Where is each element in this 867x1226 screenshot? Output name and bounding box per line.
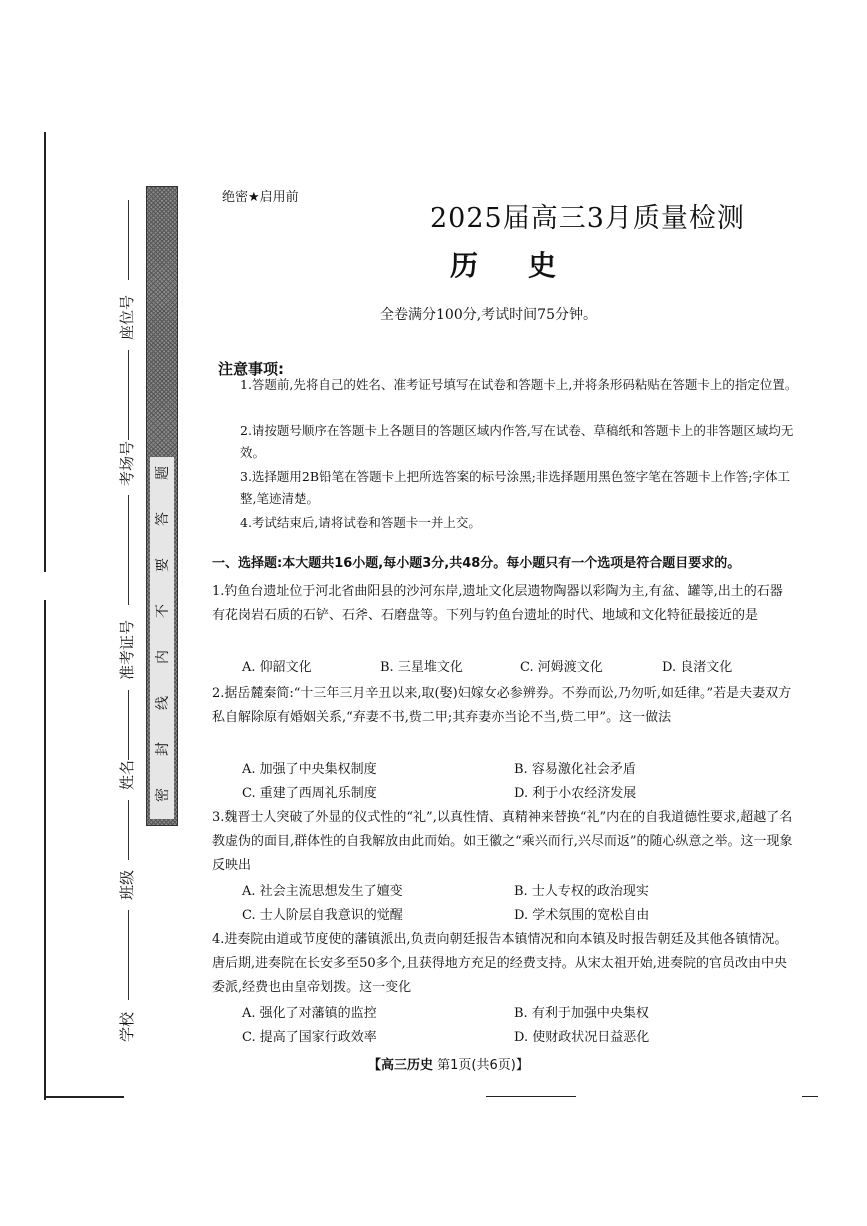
seal-char: 内 (155, 650, 171, 664)
option: A. 社会主流思想发生了嬗变 (242, 884, 403, 899)
option: B. 三星堆文化 (380, 660, 463, 675)
footer-page-number: 第1页(共6页)】 (437, 1058, 529, 1073)
option: D. 利于小农经济发展 (514, 786, 637, 801)
option: C. 重建了西周礼乐制度 (242, 786, 377, 801)
seat-number-label: 座位号 (118, 294, 136, 340)
option: D. 使财政状况日益恶化 (514, 1030, 650, 1045)
class-label: 班级 (118, 869, 136, 900)
note-item: 3.选择题用2B铅笔在答题卡上把所选答案的标号涂黑;非选择题用黑色签字笔在答题卡上作答;字体工整,笔迹清楚。 (240, 469, 790, 506)
seal-char: 线 (155, 696, 171, 710)
option: C. 提高了国家行政效率 (242, 1030, 377, 1045)
scan-edge-mark (802, 1096, 818, 1097)
seal-char: 封 (155, 742, 171, 756)
question-stem: 1.钓鱼台遗址位于河北省曲阳县的沙河东岸,遗址文化层遗物陶器以彩陶为主,有盆、罐等,出土的石器有花岗岩石质的石铲、石斧、石磨盘等。下列与钓鱼台遗址的时代、地域和文化特征最接近的是 (212, 584, 783, 623)
exam-id-label: 准考证号 (118, 619, 136, 680)
subject-title: 历史 (450, 249, 607, 282)
footer-label: 【高三历史 (368, 1058, 434, 1073)
field-line (128, 800, 129, 860)
option: C. 士人阶层自我意识的觉醒 (242, 908, 403, 923)
sealing-strip-text-area (150, 457, 174, 819)
option: A. 加强了中央集权制度 (242, 762, 377, 777)
seal-char: 密 (155, 788, 171, 802)
option: A. 仰韶文化 (242, 660, 312, 675)
exam-title: 2025届高三3月质量检测 (430, 203, 745, 234)
sealing-strip (146, 186, 178, 826)
seal-char: 题 (155, 466, 171, 480)
option: B. 有利于加强中央集权 (514, 1006, 649, 1021)
seal-char: 不 (155, 604, 171, 618)
name-label: 姓名 (118, 759, 136, 790)
field-line (128, 200, 129, 280)
note-item: 4.考试结束后,请将试卷和答题卡一并上交。 (240, 515, 481, 530)
option: C. 河姆渡文化 (520, 660, 603, 675)
field-line (128, 690, 129, 760)
option: A. 强化了对藩镇的监控 (242, 1006, 377, 1021)
page-footer (368, 1054, 529, 1073)
option: D. 良渚文化 (662, 660, 733, 675)
option: D. 学术氛围的宽松自由 (514, 908, 650, 923)
option: B. 容易激化社会矛盾 (514, 762, 636, 777)
scan-edge-mark (44, 1096, 124, 1098)
field-line (128, 910, 129, 1000)
field-line (128, 350, 129, 440)
confidential-label: 绝密★启用前 (222, 190, 299, 205)
score-info: 全卷满分100分,考试时间75分钟。 (380, 307, 597, 323)
seal-char: 答 (155, 512, 171, 526)
question-stem: 3.魏晋士人突破了外显的仪式性的“礼”,以真性情、真精神来替换“礼”内在的自我道德性要求,超越了名教虚伪的面目,群体性的自我解放由此而始。如王徽之“乘兴而行,兴尽而返”的随心纵意之举。这一现象反映出 (212, 810, 793, 873)
scan-edge-mark (44, 132, 46, 572)
school-label: 学校 (118, 1011, 136, 1042)
question-stem: 2.据岳麓秦简:“十三年三月辛丑以来,取(娶)妇嫁女必参辨券。不券而讼,乃勿听,如廷律。”若是夫妻双方私自解除原有婚姻关系,“弃妻不书,赀二甲;其弃妻亦当论不当,赀二甲”。这一做法 (212, 686, 792, 725)
exam-room-label: 考场号 (118, 440, 136, 486)
seal-char: 要 (155, 558, 171, 572)
question-stem: 4.进奏院由道或节度使的藩镇派出,负责向朝廷报告本镇情况和向本镇及时报告朝廷及其他各镇情况。唐后期,进奏院在长安多至50多个,且获得地方充足的经费支持。从宋太祖开始,进奏院的官员改由中央委派,经费也由皇帝划拨。这一变化 (212, 932, 788, 995)
notes-heading: 注意事项: (218, 360, 284, 378)
scan-edge-mark (486, 1096, 576, 1097)
option: B. 士人专权的政治现实 (514, 884, 649, 899)
section-title: 一、选择题:本大题共16小题,每小题3分,共48分。每小题只有一个选项是符合题目要求的。 (212, 556, 741, 571)
note-item: 1.答题前,先将自己的姓名、准考证号填写在试卷和答题卡上,并将条形码粘贴在答题卡上的指定位置。 (240, 377, 798, 392)
scan-edge-mark (44, 600, 46, 1100)
field-line (128, 495, 129, 605)
note-item: 2.请按题号顺序在答题卡上各题目的答题区域内作答,写在试卷、草稿纸和答题卡上的非答题区域均无效。 (240, 423, 794, 460)
